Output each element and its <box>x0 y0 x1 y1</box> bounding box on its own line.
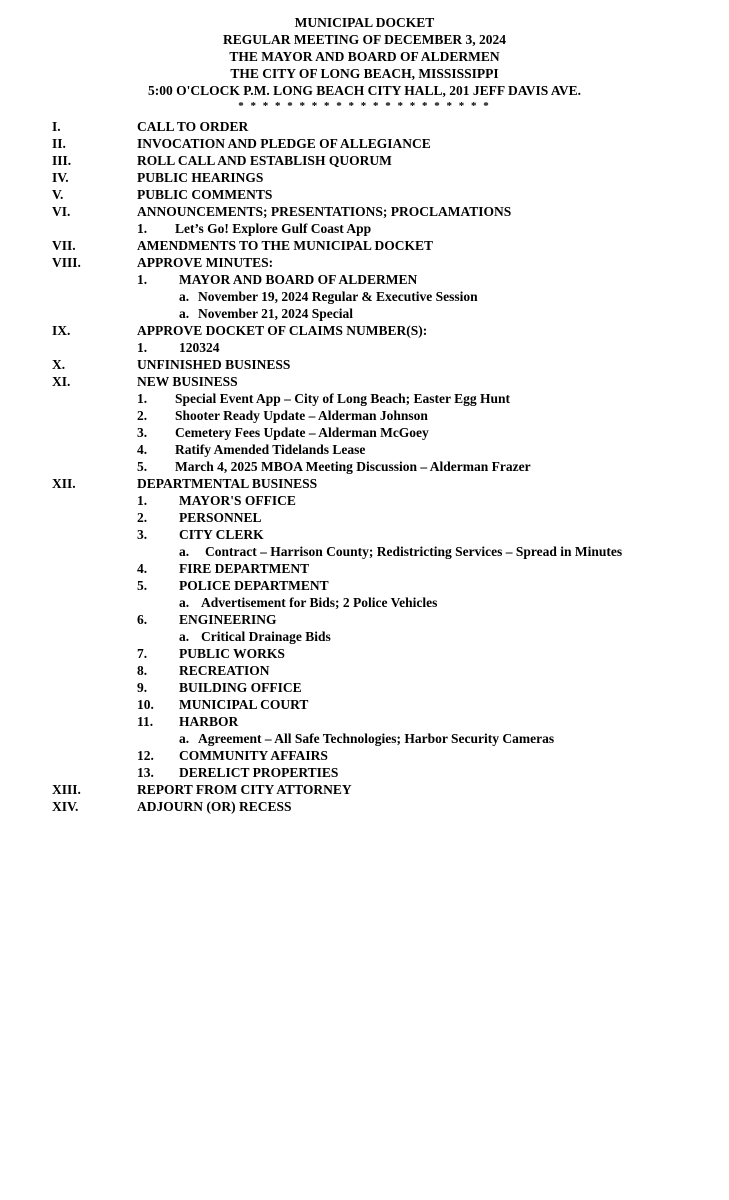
subitem-number: 1. <box>137 391 148 406</box>
item-title: UNFINISHED BUSINESS <box>137 357 291 372</box>
subitem-text: RECREATION <box>179 663 270 678</box>
agenda-item <box>0 169 729 186</box>
subitem-number: 4. <box>137 561 148 576</box>
agenda-subitem <box>0 458 729 475</box>
subitem-text: DERELICT PROPERTIES <box>179 765 339 780</box>
subitem-number: 4. <box>137 442 148 457</box>
item-title: PUBLIC HEARINGS <box>137 170 264 185</box>
subitem-text: Special Event App – City of Long Beach; Easter Egg Hunt <box>175 391 511 406</box>
subitem-number: 1. <box>137 340 148 355</box>
agenda-subitem <box>0 509 729 526</box>
subitem-text: ENGINEERING <box>179 612 277 627</box>
item-title: REPORT FROM CITY ATTORNEY <box>137 782 352 797</box>
subitem-text: 120324 <box>179 340 220 355</box>
agenda-item <box>0 237 729 254</box>
subitem-text: POLICE DEPARTMENT <box>179 578 329 593</box>
agenda-item <box>0 356 729 373</box>
subitem-text: COMMUNITY AFFAIRS <box>179 748 328 763</box>
lettered-item-text: Critical Drainage Bids <box>201 629 331 644</box>
item-number: X. <box>52 357 66 372</box>
agenda-subitem <box>0 645 729 662</box>
meeting-date: REGULAR MEETING OF DECEMBER 3, 2024 <box>222 32 507 47</box>
subitem-number: 7. <box>137 646 148 661</box>
agenda-subitem <box>0 407 729 424</box>
agenda-subitem <box>0 679 729 696</box>
star-divider: * * * * * * * * * * * * * * * * * * * * * <box>238 100 491 112</box>
agenda-subitem <box>0 611 729 628</box>
board-name: THE MAYOR AND BOARD OF ALDERMEN <box>229 49 500 64</box>
lettered-item-letter: a. <box>179 289 190 304</box>
agenda-subitem <box>0 764 729 781</box>
lettered-item-letter: a. <box>179 629 190 644</box>
item-number: IX. <box>52 323 71 338</box>
subitem-number: 13. <box>137 765 154 780</box>
agenda-subitem <box>0 339 729 356</box>
item-number: V. <box>52 187 64 202</box>
subitem-text: PUBLIC WORKS <box>179 646 285 661</box>
agenda-item <box>0 322 729 339</box>
agenda-item <box>0 798 729 815</box>
subitem-text: Ratify Amended Tidelands Lease <box>175 442 366 457</box>
item-title: ROLL CALL AND ESTABLISH QUORUM <box>137 153 392 168</box>
agenda-list <box>0 118 729 815</box>
subitem-text: CITY CLERK <box>179 527 264 542</box>
agenda-subitem <box>0 390 729 407</box>
city-name: THE CITY OF LONG BEACH, MISSISSIPPI <box>230 66 499 81</box>
item-number: VI. <box>52 204 71 219</box>
agenda-subitem <box>0 662 729 679</box>
subitem-number: 3. <box>137 425 148 440</box>
item-title: ADJOURN (OR) RECESS <box>137 799 292 814</box>
subitem-number: 3. <box>137 527 148 542</box>
agenda-subitem <box>0 271 729 288</box>
subitem-number: 5. <box>137 578 148 593</box>
lettered-item-letter: a. <box>179 544 190 559</box>
agenda-subitem <box>0 492 729 509</box>
agenda-subitem <box>0 526 729 543</box>
agenda-subitem <box>0 424 729 441</box>
item-number: IV. <box>52 170 69 185</box>
item-number: VII. <box>52 238 76 253</box>
agenda-subitem <box>0 560 729 577</box>
subitem-number: 8. <box>137 663 148 678</box>
agenda-lettered-item <box>0 543 729 560</box>
subitem-text: Let’s Go! Explore Gulf Coast App <box>175 221 372 236</box>
subitem-number: 6. <box>137 612 148 627</box>
subitem-number: 11. <box>137 714 154 729</box>
agenda-item <box>0 373 729 390</box>
docket-title: MUNICIPAL DOCKET <box>294 15 435 30</box>
item-title: APPROVE DOCKET OF CLAIMS NUMBER(S): <box>137 323 428 338</box>
lettered-item-text: November 21, 2024 Special <box>198 306 353 321</box>
subitem-text: Shooter Ready Update – Alderman Johnson <box>175 408 428 423</box>
agenda-subitem <box>0 713 729 730</box>
lettered-item-text: November 19, 2024 Regular & Executive Session <box>198 289 478 304</box>
subitem-text: BUILDING OFFICE <box>179 680 302 695</box>
item-title: AMENDMENTS TO THE MUNICIPAL DOCKET <box>137 238 434 253</box>
subitem-number: 1. <box>137 493 148 508</box>
agenda-subitem <box>0 577 729 594</box>
subitem-number: 5. <box>137 459 148 474</box>
item-number: XII. <box>52 476 76 491</box>
item-number: XIV. <box>52 799 79 814</box>
lettered-item-letter: a. <box>179 731 190 746</box>
subitem-number: 1. <box>137 272 148 287</box>
subitem-text: FIRE DEPARTMENT <box>179 561 310 576</box>
meeting-time-location: 5:00 O'CLOCK P.M. LONG BEACH CITY HALL, 201 JEFF DAVIS AVE. <box>147 83 582 98</box>
agenda-lettered-item <box>0 305 729 322</box>
agenda-item <box>0 203 729 220</box>
agenda-item <box>0 254 729 271</box>
lettered-item-text: Advertisement for Bids; 2 Police Vehicles <box>201 595 438 610</box>
item-title: NEW BUSINESS <box>137 374 238 389</box>
agenda-item <box>0 781 729 798</box>
subitem-text: PERSONNEL <box>179 510 262 525</box>
item-title: INVOCATION AND PLEDGE OF ALLEGIANCE <box>137 136 431 151</box>
item-title: DEPARTMENTAL BUSINESS <box>137 476 318 491</box>
item-number: XIII. <box>52 782 81 797</box>
item-title: CALL TO ORDER <box>137 119 249 134</box>
agenda-lettered-item <box>0 628 729 645</box>
agenda-subitem <box>0 441 729 458</box>
agenda-subitem <box>0 696 729 713</box>
subitem-text: MAYOR AND BOARD OF ALDERMEN <box>179 272 418 287</box>
lettered-item-letter: a. <box>179 306 190 321</box>
lettered-item-letter: a. <box>179 595 190 610</box>
subitem-number: 2. <box>137 408 148 423</box>
item-number: I. <box>52 119 61 134</box>
agenda-item <box>0 186 729 203</box>
agenda-item <box>0 152 729 169</box>
item-title: PUBLIC COMMENTS <box>137 187 273 202</box>
agenda-lettered-item <box>0 594 729 611</box>
subitem-text: HARBOR <box>179 714 239 729</box>
item-number: II. <box>52 136 66 151</box>
item-title: APPROVE MINUTES: <box>137 255 274 270</box>
subitem-number: 12. <box>137 748 154 763</box>
item-title: ANNOUNCEMENTS; PRESENTATIONS; PROCLAMATIONS <box>137 204 512 219</box>
item-number: XI. <box>52 374 71 389</box>
subitem-text: Cemetery Fees Update – Alderman McGoey <box>175 425 429 440</box>
agenda-lettered-item <box>0 730 729 747</box>
agenda-lettered-item <box>0 288 729 305</box>
agenda-item <box>0 118 729 135</box>
docket-header <box>0 14 729 113</box>
agenda-item <box>0 475 729 492</box>
agenda-subitem <box>0 747 729 764</box>
subitem-text: MUNICIPAL COURT <box>179 697 309 712</box>
subitem-number: 9. <box>137 680 148 695</box>
subitem-number: 10. <box>137 697 154 712</box>
item-number: III. <box>52 153 72 168</box>
subitem-number: 1. <box>137 221 148 236</box>
lettered-item-text: Contract – Harrison County; Redistricting Services – Spread in Minutes <box>205 544 623 559</box>
lettered-item-text: Agreement – All Safe Technologies; Harbor Security Cameras <box>198 731 555 746</box>
subitem-number: 2. <box>137 510 148 525</box>
item-number: VIII. <box>52 255 81 270</box>
subitem-text: March 4, 2025 MBOA Meeting Discussion – Alderman Frazer <box>175 459 531 474</box>
subitem-text: MAYOR'S OFFICE <box>179 493 296 508</box>
agenda-subitem <box>0 220 729 237</box>
agenda-item <box>0 135 729 152</box>
